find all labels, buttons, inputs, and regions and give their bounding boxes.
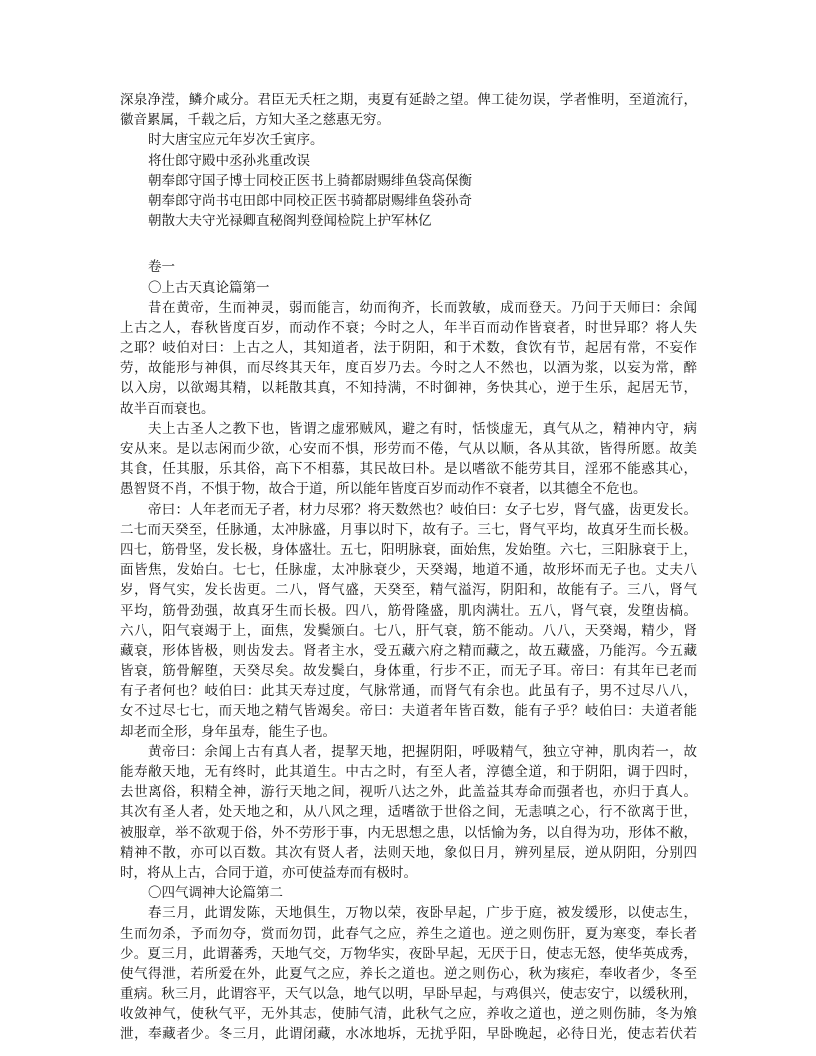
text-line: 使气得泄，若所爱在外，此夏气之应，养长之道也。逆之则伤心，秋为痎疟，奉收者少，冬至 <box>120 965 697 982</box>
paragraph <box>120 742 697 883</box>
chapter-title: 〇上古天真论篇第一 <box>148 279 270 296</box>
text-line: 岁，肾气实，发长齿更。二八，肾气盛，天癸至，精气溢泻，阴阳和，故能有子。三八，肾气 <box>120 582 697 599</box>
credit-line: 将仕郎守殿中丞孙兆重改误 <box>148 152 310 169</box>
chapter-title: 〇四气调神大论篇第二 <box>148 885 283 902</box>
text-line: 愚智贤不肖，不惧于物，故合于道，所以能年皆度百岁而动作不衰者，以其德全不危也。 <box>120 481 647 498</box>
text-line: 能寿敝天地，无有终时，此其道生。中古之时，有至人者，淳德全道，和于阴阳，调于四时， <box>120 764 697 780</box>
credit-line: 朝奉郎守尚书屯田郎中同校正医书骑都尉赐绯鱼袋孙奇 <box>148 192 472 209</box>
preface-date: 时大唐宝应元年岁次壬寅序。 <box>148 132 324 149</box>
text-line: 时，将从上古，合同于道，亦可使益寿而有极时。 <box>120 864 417 881</box>
text-line: 被服章，举不欲观于俗，外不劳形于事，内无思想之患，以恬愉为务，以自得为功，形体不敝， <box>120 824 697 841</box>
text-line: 其食，任其服，乐其俗，高下不相慕，其民故曰朴。是以嗜欲不能劳其目，淫邪不能惑其心， <box>120 461 697 478</box>
paragraph <box>120 500 697 742</box>
text-line: 故半百而衰也。 <box>120 400 215 417</box>
text-line: 劳，故能形与神俱，而尽终其天年，度百岁乃去。今时之人不然也，以酒为浆，以妄为常，醉 <box>120 360 697 377</box>
text-line: 昔在黄帝，生而神灵，弱而能言，幼而徇齐，长而敦敏，成而登天。乃问于天师曰：余闻 <box>148 299 697 316</box>
text-line: 春三月，此谓发陈，天地俱生，万物以荣，夜卧早起，广步于庭，被发缓形，以使志生， <box>148 905 697 922</box>
volume-label: 卷一 <box>148 259 175 276</box>
text-line: 四七，筋骨坚，发长极，身体盛壮。五七，阳明脉衰，面始焦，发始堕。六七，三阳脉衰于上， <box>120 541 697 558</box>
preface-tail <box>120 90 697 130</box>
text-line: 深泉净滢，鳞介咸分。君臣无夭枉之期，夷夏有延龄之望。俾工徒勿误，学者惟明，至道流行， <box>120 92 697 108</box>
text-line: 却老而全形，身年虽寿，能生子也。 <box>120 723 336 740</box>
text-line: 平均，筋骨劲强，故真牙生而长极。四八，筋骨隆盛，肌肉满壮。五八，肾气衰，发堕齿槁。 <box>120 602 697 619</box>
credit-line: 朝奉郎守国子博士同校正医书上骑都尉赐绯鱼袋高保衡 <box>148 172 472 189</box>
text-line: 收敛神气，使秋气平，无外其志，使肺气清，此秋气之应，养收之道也，逆之则伤肺，冬为飧 <box>120 1006 697 1023</box>
credit-line: 朝散大夫守光禄卿直秘阁判登闻检院上护军林亿 <box>148 213 432 230</box>
text-line: 黄帝曰：余闻上古有真人者，提挈天地，把握阴阳，呼吸精气，独立守神，肌肉若一，故 <box>148 743 697 760</box>
paragraph <box>120 298 697 419</box>
text-line: 少。夏三月，此谓蕃秀，天地气交，万物华实，夜卧早起，无厌于日，使志无怒，使华英成秀， <box>120 945 697 962</box>
text-line: 上古之人，春秋皆度百岁，而动作不衰；今时之人，年半百而动作皆衰者，时世异耶？将人失 <box>120 319 697 336</box>
text-line: 夫上古圣人之教下也，皆谓之虚邪贼风，避之有时，恬惔虚无，真气从之，精神内守，病 <box>148 420 697 437</box>
text-line: 生而勿杀，予而勿夺，赏而勿罚，此春气之应，养生之道也。逆之则伤肝，夏为寒变，奉长者 <box>120 925 697 942</box>
spacer <box>120 231 697 257</box>
text-line: 徽音累属，千载之后，方知大圣之慈惠无穷。 <box>120 112 390 129</box>
text-line: 重病。秋三月，此谓容平，天气以急，地气以明，早卧早起，与鸡俱兴，使志安宁，以缓秋刑， <box>120 986 697 1003</box>
text-line: 去世离俗，积精全神，游行天地之间，视听八达之外，此盖益其寿命而强者也，亦归于真人。 <box>120 784 697 801</box>
text-line: 之耶？岐伯对曰：上古之人，其知道者，法于阴阳，和于术数，食饮有节，起居有常，不妄作 <box>120 340 697 357</box>
text-line: 二七而天癸至，任脉通，太冲脉盛，月事以时下，故有子。三七，肾气平均，故真牙生而长极。 <box>120 521 697 538</box>
editor-credits <box>120 151 697 232</box>
text-line: 有子者何也？岐伯曰：此其天寿过度，气脉常通，而肾气有余也。此虽有子，男不过尽八八， <box>120 683 697 700</box>
text-line: 女不过尽七七，而天地之精气皆竭矣。帝曰：夫道者年皆百数，能有子乎？岐伯曰：夫道者能 <box>120 703 697 720</box>
paragraph <box>120 903 697 1044</box>
text-line: 安从来。是以志闲而少欲，心安而不惧，形劳而不倦，气从以顺，各从其欲，皆得所愿。故美 <box>120 441 697 457</box>
text-line: 帝曰：人年老而无子者，材力尽邪？将天数然也？岐伯曰：女子七岁，肾气盛，齿更发长。 <box>148 501 697 518</box>
page-content <box>120 90 697 1045</box>
text-line: 皆衰，筋骨解堕，天癸尽矣。故发鬓白，身体重，行步不正，而无子耳。帝曰：有其年已老而 <box>120 663 697 680</box>
text-line: 六八，阳气衰竭于上，面焦，发鬓颁白。七八，肝气衰，筋不能动。八八，天癸竭，精少，肾 <box>120 622 697 639</box>
text-line: 藏衰，形体皆极，则齿发去。肾者主水，受五藏六府之精而藏之，故五藏盛，乃能泻。今五藏 <box>120 642 697 659</box>
text-line: 面皆焦，发始白。七七，任脉虚，太冲脉衰少，天癸竭，地道不通，故形坏而无子也。丈夫八 <box>120 562 697 579</box>
paragraph <box>120 419 697 500</box>
text-line: 其次有圣人者，处天地之和，从八风之理，适嗜欲于世俗之间，无恚嗔之心，行不欲离于世， <box>120 804 697 821</box>
text-line: 泄，奉藏者少。冬三月，此谓闭藏，水冰地坼，无扰乎阳，早卧晚起，必待日光，使志若伏若 <box>120 1026 697 1043</box>
text-line: 以入房，以欲竭其精，以耗散其真，不知持满，不时御神，务快其心，逆于生乐，起居无节， <box>120 380 697 397</box>
text-line: 精神不散，亦可以百数。其次有贤人者，法则天地，象似日月，辨列星辰，逆从阴阳，分别四 <box>120 844 697 861</box>
